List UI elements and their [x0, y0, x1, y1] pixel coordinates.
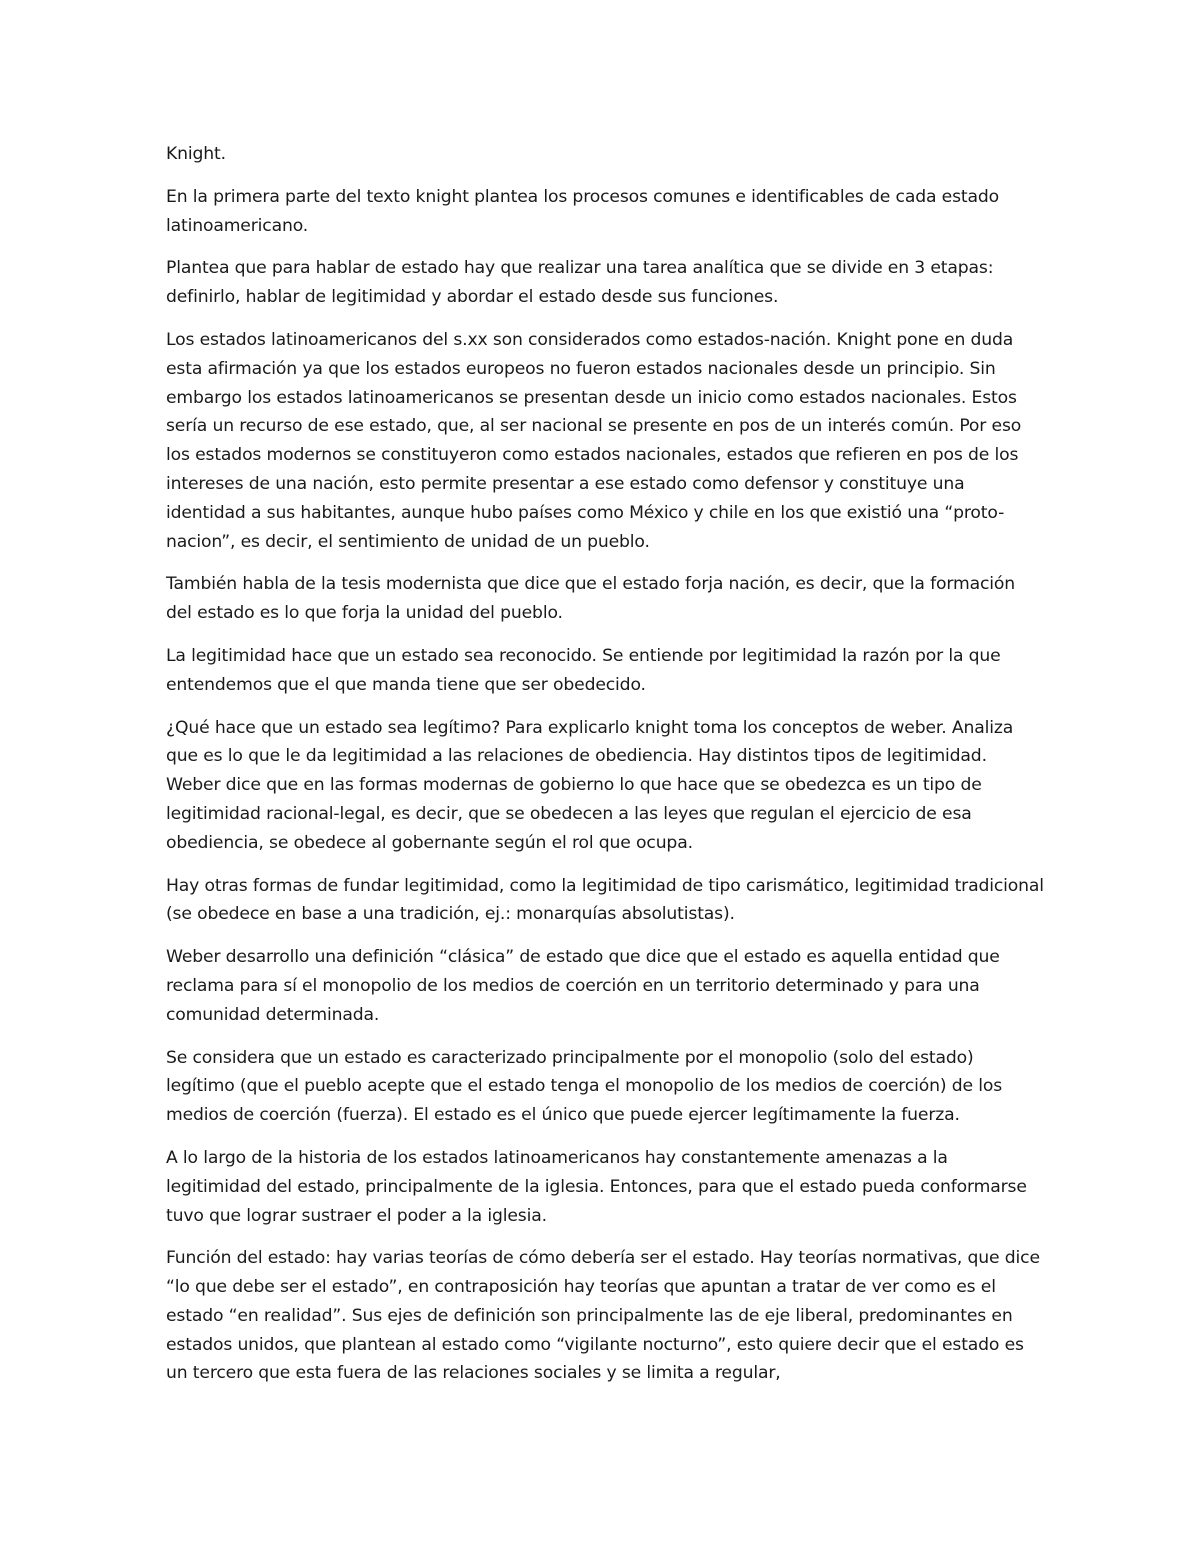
paragraph-4: También habla de la tesis modernista que dice que el estado forja nación, es decir, que la formación del estado es lo que forja la unidad del pueblo. [166, 574, 1015, 624]
paragraph-10: A lo largo de la historia de los estados latinoamericanos hay constantemente amenazas a la legitimidad del estado, principalmente de la iglesia. Entonces, para que el estado pueda conformarse tuvo que lograr sustraer el poder a la iglesia. [166, 1147, 1027, 1226]
paragraph-5: La legitimidad hace que un estado sea reconocido. Se entiende por legitimidad la razón por la que entendemos que el que manda tiene que ser obedecido. [166, 645, 1001, 695]
paragraph-8: Weber desarrollo una definición “clásica” de estado que dice que el estado es aquella entidad que reclama para sí el monopolio de los medios de coerción en un territorio determinado y para una comunidad determinada. [166, 947, 1000, 1025]
document-title: Knight. [166, 144, 226, 164]
paragraph-2: Plantea que para hablar de estado hay que realizar una tarea analítica que se divide en 3 etapas: definirlo, hablar de legitimidad y abordar el estado desde sus funciones. [166, 258, 994, 308]
paragraph-7: Hay otras formas de fundar legitimidad, como la legitimidad de tipo carismático, legitimidad tradicional (se obedece en base a una tradición, ej.: monarquías absolutistas). [166, 875, 1044, 925]
paragraph-3: Los estados latinoamericanos del s.xx son considerados como estados-nación. Knight pone en duda esta afirmación ya que los estados europeos no fueron estados nacionales desde un principio. Sin embargo los estados latinoamericanos se presentan desde un inicio como estados nacionales. Estos sería un recurso de ese estado, que, al ser nacional se presente en pos de un interés común. Por eso los estados modernos se constituyeron como estados nacionales, estados que refieren en pos de los intereses de una nación, esto permite presentar a ese estado como defensor y constituye una identidad a sus habitantes, aunque hubo países como México y chile en los que existió una “proto-nacion”, es decir, el sentimiento de unidad de un pueblo. [166, 329, 1022, 552]
paragraph-6: ¿Qué hace que un estado sea legítimo? Para explicarlo knight toma los conceptos de weber. Analiza que es lo que le da legitimidad a las relaciones de obediencia. Hay distintos tipos de legitimidad. Weber dice que en las formas modernas de gobierno lo que hace que se obedezca es un tipo de legitimidad racional-legal, es decir, que se obedecen a las leyes que regulan el ejercicio de esa obediencia, se obedece al gobernante según el rol que ocupa. [166, 717, 1014, 853]
paragraph-9: Se considera que un estado es caracterizado principalmente por el monopolio (solo del estado) legítimo (que el pueblo acepte que el estado tenga el monopolio de los medios de coerción) de los medios de coerción (fuerza). El estado es el único que puede ejercer legítimamente la fuerza. [166, 1047, 1003, 1126]
document-body [166, 140, 1046, 1402]
paragraph-1: En la primera parte del texto knight plantea los procesos comunes e identificables de cada estado latinoamericano. [166, 186, 1000, 236]
paragraph-11: Función del estado: hay varias teorías de cómo debería ser el estado. Hay teorías normativas, que dice “lo que debe ser el estado”, en contraposición hay teorías que apuntan a tratar de ver como es el estado “en realidad”. Sus ejes de definición son principalmente las de eje liberal, predominantes en estados unidos, que plantean al estado como “vigilante nocturno”, esto quiere decir que el estado es un tercero que esta fuera de las relaciones sociales y se limita a regular, [166, 1248, 1040, 1384]
